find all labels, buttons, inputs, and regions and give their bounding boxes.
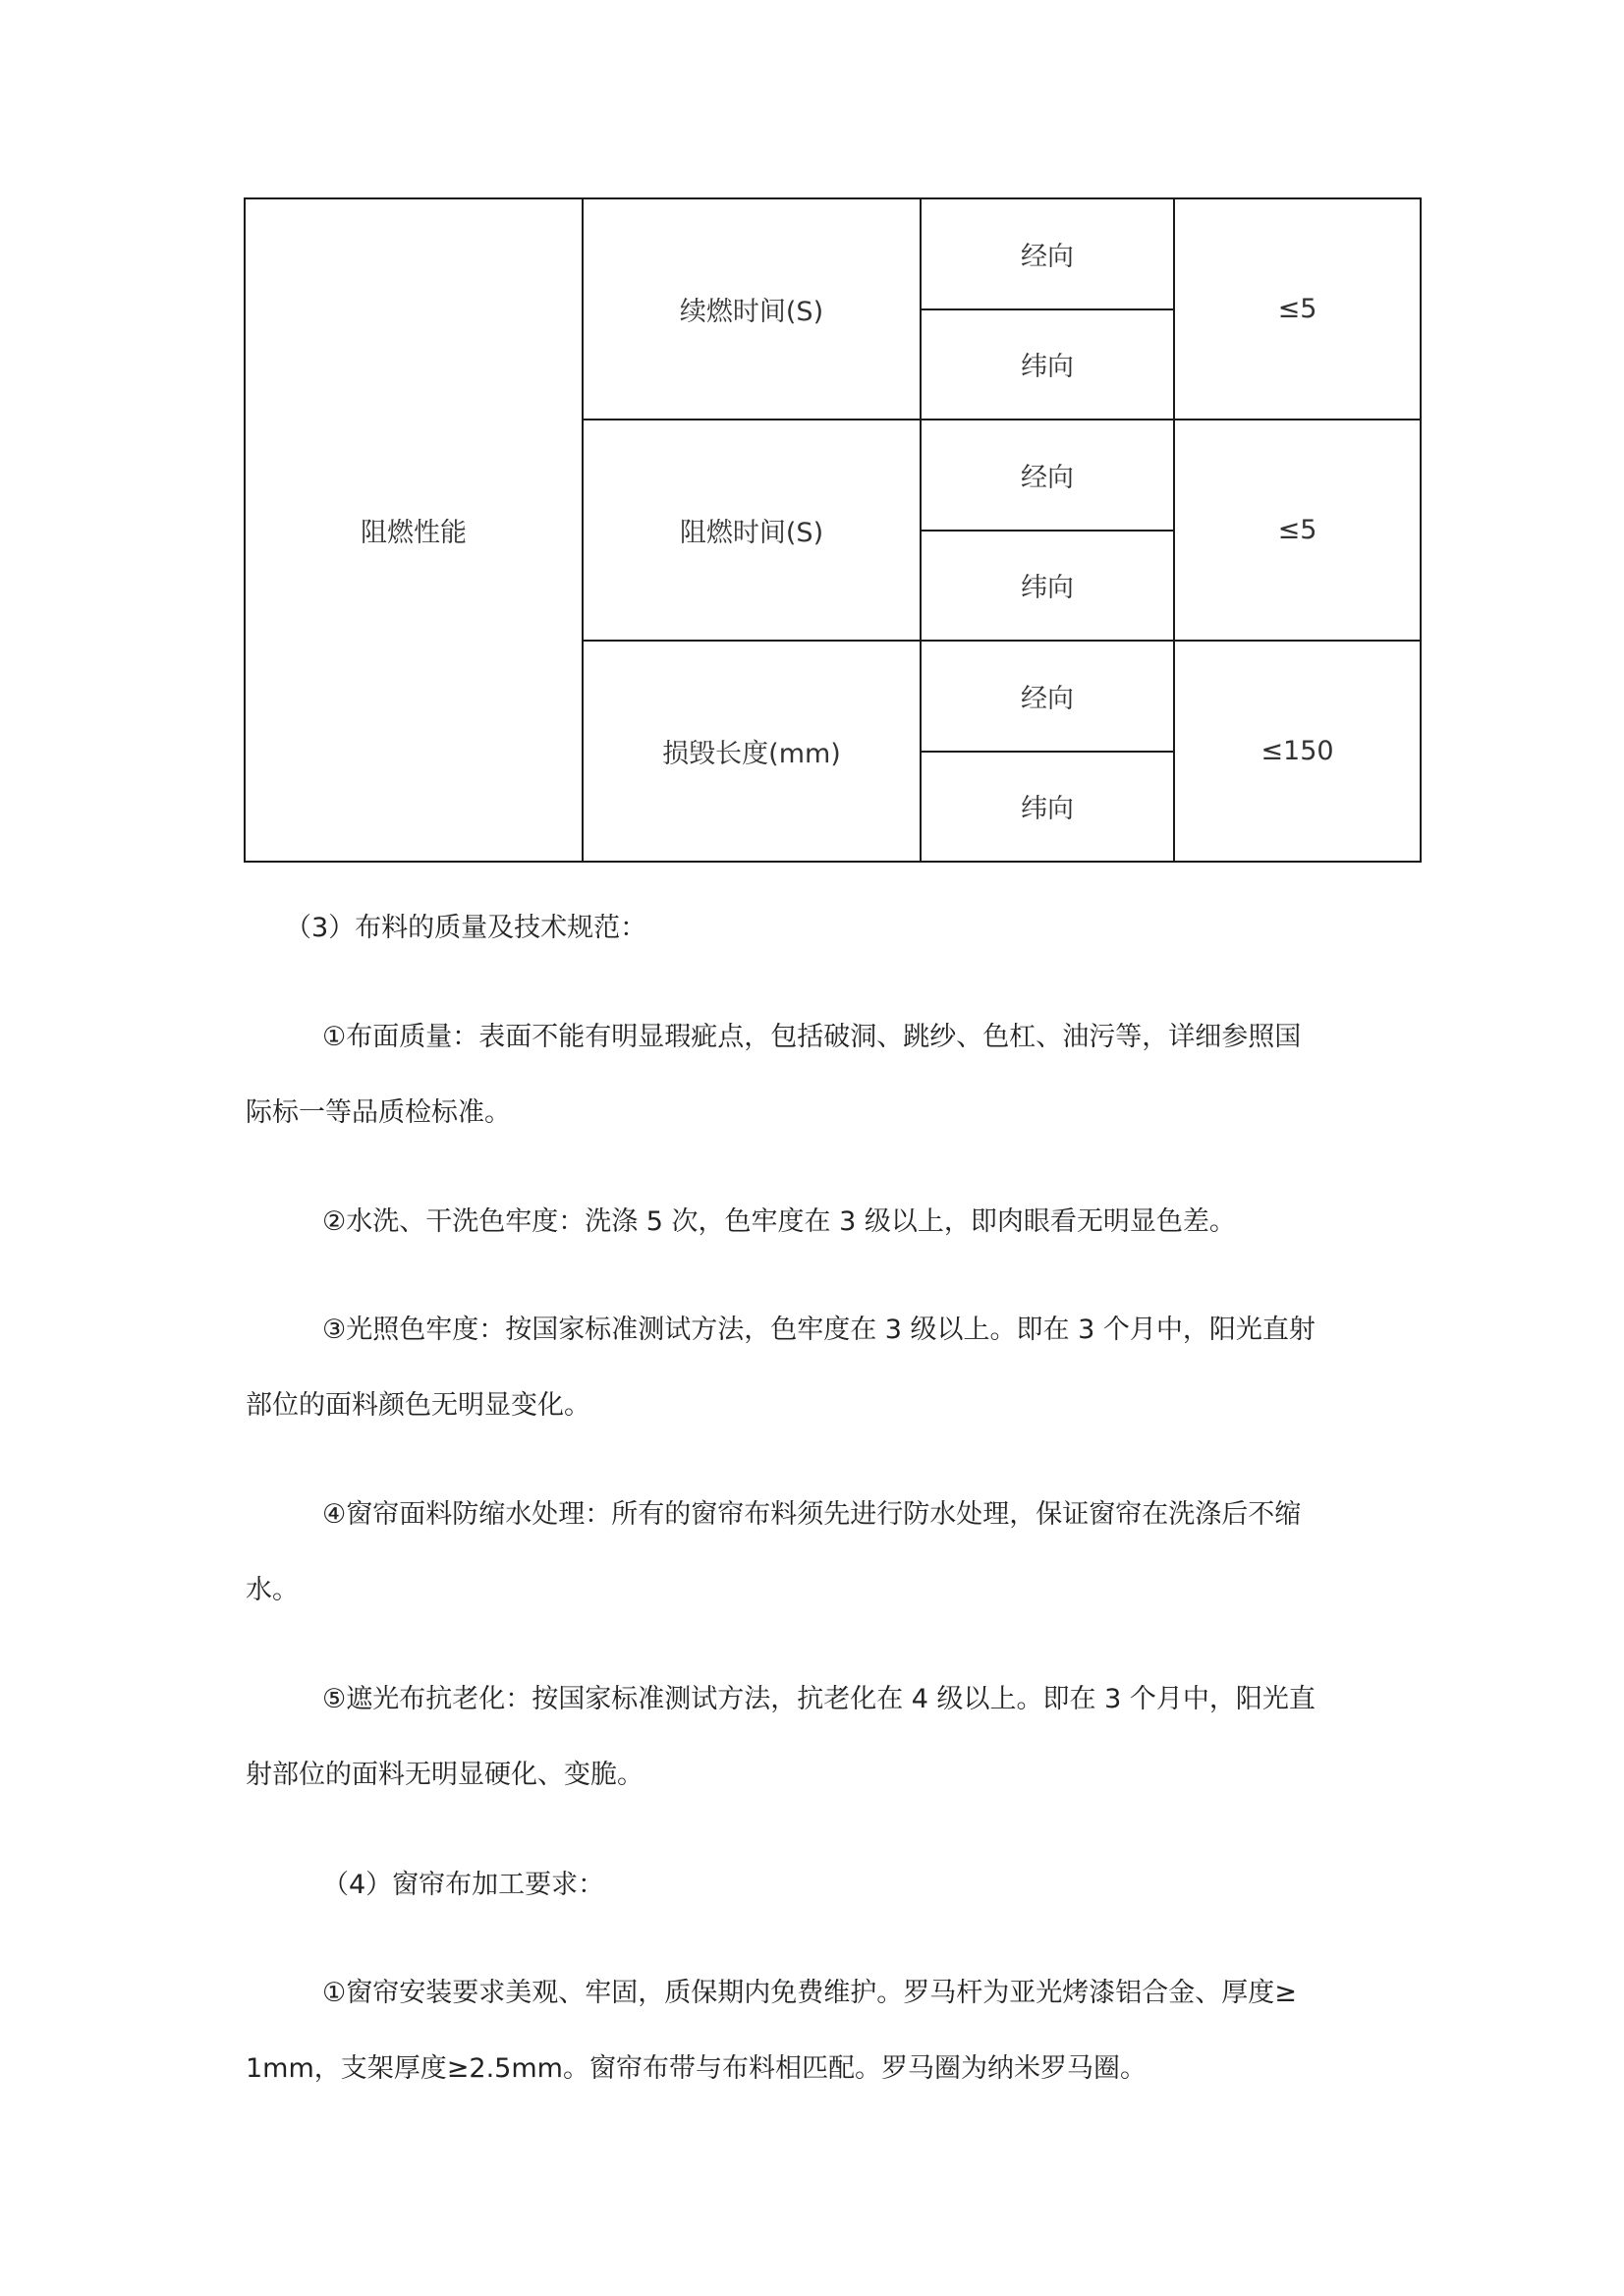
paragraph-4-line-1: ④窗帘面料防缩水处理：所有的窗帘布料须先进行防水处理，保证窗帘在洗涤后不缩 <box>322 1499 1302 1530</box>
item-cell: 续燃时间(S) <box>583 198 921 420</box>
item-cell: 阻燃时间(S) <box>583 420 921 641</box>
direction-cell: 经向 <box>921 641 1174 752</box>
paragraph-6-line-2: 1mm，支架厚度≥2.5mm。窗帘布带与布料相匹配。罗马圈为纳米罗马圈。 <box>246 2053 1147 2084</box>
value-cell: ≤5 <box>1174 420 1421 641</box>
paragraph-5-line-2: 射部位的面料无明显硬化、变脆。 <box>246 1760 644 1790</box>
paragraph-1-line-2: 际标一等品质检标准。 <box>246 1097 511 1128</box>
direction-cell: 经向 <box>921 198 1174 309</box>
direction-cell: 经向 <box>921 420 1174 531</box>
paragraph-2-line-1: ②水洗、干洗色牢度：洗涤 5 次，色牢度在 3 级以上，即肉眼看无明显色差。 <box>322 1206 1236 1237</box>
paragraph-6-line-1: ①窗帘安装要求美观、牢固，质保期内免费维护。罗马杆为亚光烤漆铝合金、厚度≥ <box>322 1978 1297 2008</box>
section-3-heading: （3）布料的质量及技术规范： <box>285 913 647 943</box>
flame-retardant-spec-table <box>244 197 1422 863</box>
value-cell: ≤5 <box>1174 198 1421 420</box>
direction-cell: 纬向 <box>921 531 1174 642</box>
paragraph-3-line-2: 部位的面料颜色无明显变化。 <box>246 1390 590 1421</box>
item-cell: 损毁长度(mm) <box>583 641 921 862</box>
category-cell: 阻燃性能 <box>245 198 583 862</box>
paragraph-1-line-1: ①布面质量：表面不能有明显瑕疵点，包括破洞、跳纱、色杠、油污等，详细参照国 <box>322 1022 1302 1052</box>
value-cell: ≤150 <box>1174 641 1421 862</box>
section-4-heading: （4）窗帘布加工要求： <box>322 1870 605 1900</box>
paragraph-5-line-1: ⑤遮光布抗老化：按国家标准测试方法，抗老化在 4 级以上。即在 3 个月中，阳光直 <box>322 1684 1316 1714</box>
paragraph-4-line-2: 水。 <box>246 1575 299 1605</box>
direction-cell: 纬向 <box>921 752 1174 863</box>
direction-cell: 纬向 <box>921 309 1174 420</box>
paragraph-3-line-1: ③光照色牢度：按国家标准测试方法，色牢度在 3 级以上。即在 3 个月中，阳光直射 <box>322 1315 1316 1345</box>
